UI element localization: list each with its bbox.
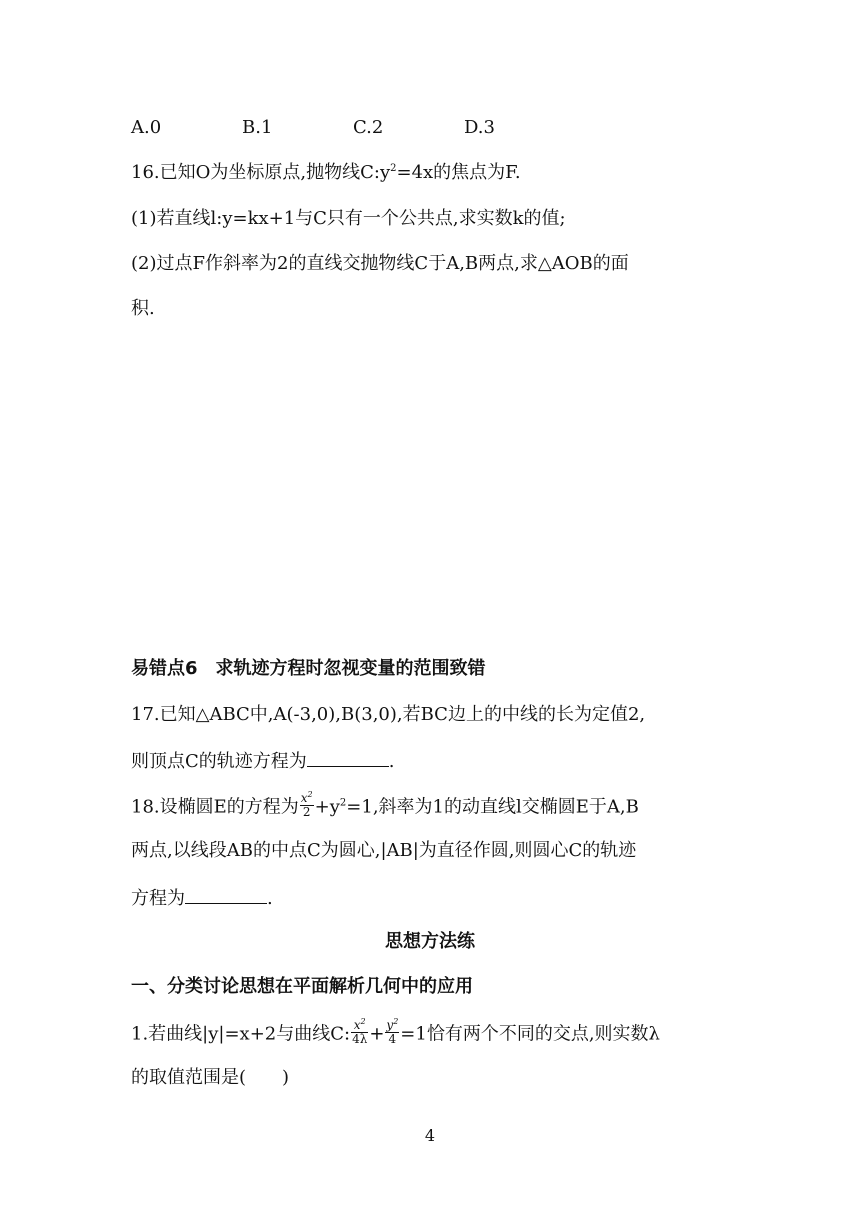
option-c: C.2 — [353, 117, 384, 138]
question-1-line2: 的取值范围是( ) — [131, 1067, 290, 1088]
answer-blank-18[interactable] — [185, 885, 267, 904]
option-a: A.0 — [131, 117, 162, 138]
question-16-part2: (2)过点F作斜率为2的直线交抛物线C于A,B两点,求△AOB的面 — [131, 253, 629, 274]
fraction-x2-over-4lambda: $\frac{x^2}{4\lambda}$ — [352, 1017, 368, 1046]
fraction-x2-over-2: $\frac{x^2}{2}$ — [300, 790, 313, 819]
question-16-stem: 16.已知O为坐标原点,抛物线$C:y^2=4x$的焦点为F. — [131, 162, 521, 183]
fraction-y2-over-4: $\frac{y^2}{4}$ — [386, 1017, 399, 1046]
answer-options — [131, 116, 575, 140]
question-18-line3: 方程为 . — [131, 885, 273, 911]
option-d: D.3 — [464, 117, 495, 138]
method-practice-title: 思想方法练 — [385, 931, 475, 952]
page-number: 4 — [424, 1126, 436, 1145]
question-18-line2: 两点,以线段AB的中点C为圆心,|AB|为直径作圆,则圆心C的轨迹 — [131, 840, 637, 861]
question-17-line2: 则顶点C的轨迹方程为 . — [131, 748, 395, 774]
question-1-line1: 1.若曲线|y|=x+2与曲线C: $\frac{x^2}{4\lambda}$ + $\frac{y^2}{4}$ =1恰有两个不同的交点,则实数λ — [131, 1017, 660, 1046]
question-17-line1: 17.已知△ABC中,A(-3,0),B(3,0),若BC边上的中线的长为定值2, — [131, 704, 646, 725]
section-6-heading: 易错点6 求轨迹方程时忽视变量的范围致错 — [131, 658, 486, 679]
option-b: B.1 — [242, 117, 273, 138]
question-16-part1: (1)若直线l:y=kx+1与C只有一个公共点,求实数k的值; — [131, 208, 566, 229]
answer-blank-17[interactable] — [307, 748, 389, 767]
question-16-part2-cont: 积. — [131, 298, 155, 319]
section-1-heading: 一、分类讨论思想在平面解析几何中的应用 — [131, 976, 473, 997]
question-18-line1: 18.设椭圆E的方程为 $\frac{x^2}{2}$ $+y^2=1$,斜率为1的动直线l交椭圆E于A,B — [131, 790, 639, 819]
